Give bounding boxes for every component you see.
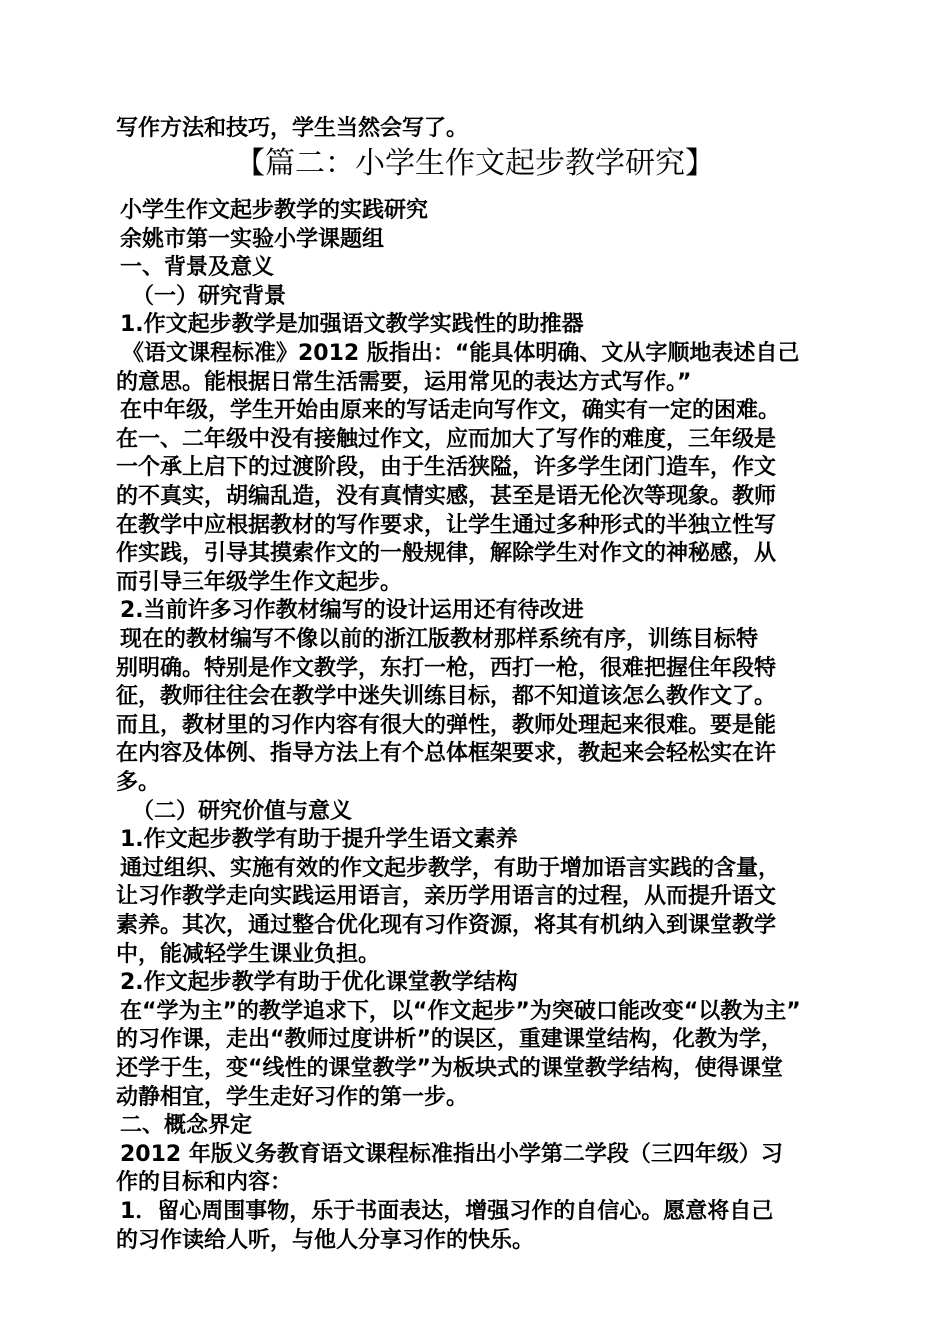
body-line: 素养。其次，通过整合优化现有习作资源，将其有机纳入到课堂教学 (116, 913, 777, 938)
body-line: 中，能减轻学生课业负担。 (116, 941, 381, 967)
body-line: 而引导三年级学生作文起步。 (116, 569, 403, 595)
body-line: 在中年级，学生开始由原来的写话走向写作文，确实有一定的困难。 (120, 398, 781, 424)
body-line: 别明确。特别是作文教学，东打一枪，西打一枪，很难把握住年段特 (116, 655, 777, 681)
body-line: 2.作文起步教学有助于优化课堂教学结构 (120, 970, 518, 996)
body-line: 2.当前许多习作教材编写的设计运用还有待改进 (120, 598, 584, 624)
body-line: 《语文课程标准》2012 版指出：“能具体明确、文从字顺地表述自己 (122, 341, 800, 366)
body-line: 征，教师往往会在教学中迷失训练目标，都不知道该怎么教作文了。 (116, 684, 777, 710)
body-line: 动静相宜，学生走好习作的第一步。 (116, 1084, 469, 1110)
body-line: 还学于生，变“线性的课堂教学”为板块式的课堂教学结构，使得课堂 (116, 1056, 783, 1081)
body-line: 一、背景及意义 (120, 255, 275, 281)
body-line: 1.作文起步教学是加强语文教学实践性的助推器 (120, 312, 584, 338)
body-line: 而且，教材里的习作内容有很大的弹性，教师处理起来很难。要是能 (116, 712, 777, 738)
body-line: 的意思。能根据日常生活需要，运用常见的表达方式写作。” (116, 369, 692, 395)
body-line: （一）研究背景 (132, 283, 287, 309)
body-line: 在一、二年级中没有接触过作文，应而加大了写作的难度，三年级是 (116, 426, 777, 452)
body-line: 让习作教学走向实践运用语言，亲历学用语言的过程，从而提升语文 (116, 884, 777, 910)
body-line: 通过组织、实施有效的作文起步教学，有助于增加语言实践的含量， (120, 855, 781, 881)
body-line: 多。 (116, 770, 161, 795)
body-line: 在教学中应根据教材的写作要求，让学生通过多种形式的半独立性写 (116, 512, 777, 538)
body-line: 一个承上启下的过渡阶段，由于生活狭隘，许多学生闭门造车，作文 (116, 455, 777, 481)
body-line: 在内容及体例、指导方法上有个总体框架要求，教起来会轻松实在许 (116, 741, 777, 767)
intro-line: 写作方法和技巧，学生当然会写了。 (116, 116, 469, 141)
body-line: 的习作课，走出“教师过度讲析”的误区，重建课堂结构，化教为学， (116, 1027, 783, 1053)
body-line: 1．留心周围事物，乐于书面表达，增强习作的自信心。愿意将自己 (120, 1199, 774, 1224)
body-line: 的不真实，胡编乱造，没有真情实感，甚至是语无伦次等现象。教师 (116, 484, 777, 509)
body-line: 2012 年版义务教育语文课程标准指出小学第二学段（三四年级）习 (120, 1141, 783, 1167)
body-line: 余姚市第一实验小学课题组 (120, 226, 385, 252)
body-line: 1.作文起步教学有助于提升学生语文素养 (120, 827, 518, 853)
body-line: 现在的教材编写不像以前的浙江版教材那样系统有序，训练目标特 (120, 627, 759, 652)
body-line: 作实践，引导其摸索作文的一般规律，解除学生对作文的神秘感，从 (116, 541, 777, 567)
body-line: 的习作读给人听，与他人分享习作的快乐。 (116, 1227, 535, 1253)
body-line: 作的目标和内容： (116, 1170, 293, 1196)
body-line: 二、概念界定 (120, 1113, 253, 1139)
body-line: 小学生作文起步教学的实践研究 (120, 198, 429, 223)
chapter-title: 【篇二：小学生作文起步教学研究】 (235, 146, 715, 181)
body-line: （二）研究价值与意义 (132, 798, 353, 824)
body-line: 在“学为主”的教学追求下，以“作文起步”为突破口能改变“以教为主” (120, 998, 801, 1024)
